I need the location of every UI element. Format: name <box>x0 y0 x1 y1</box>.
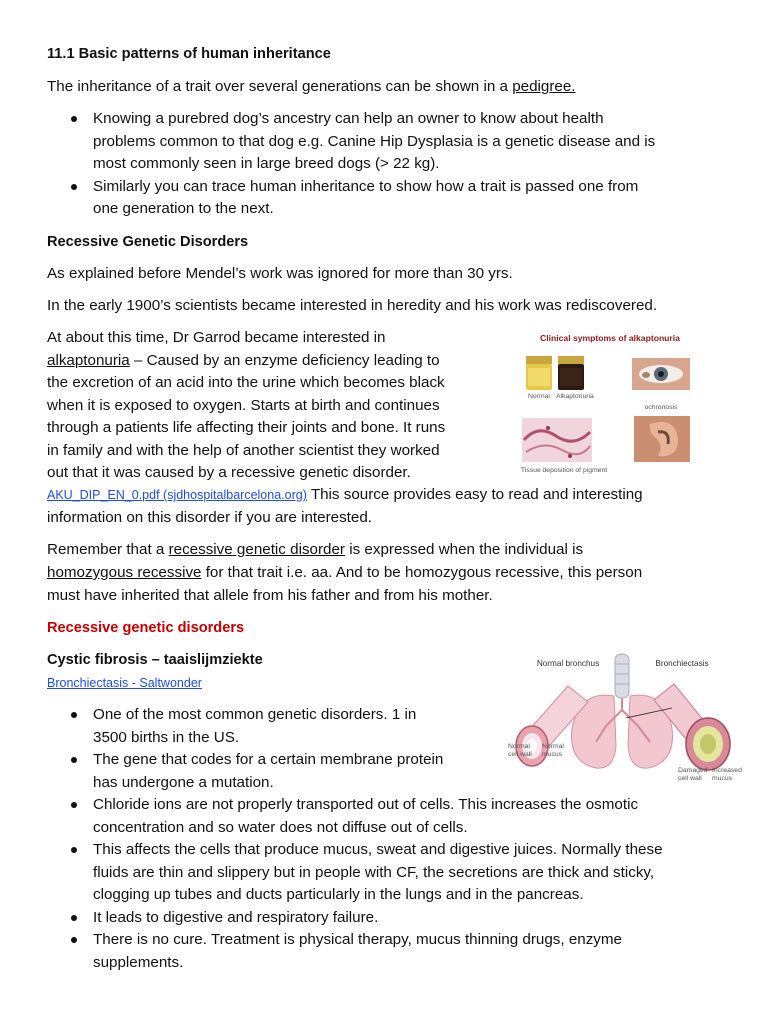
urine-jars-image <box>526 356 584 390</box>
list-line: Chloride ions are not properly transported out of cells. This increases the osmotic <box>93 796 639 813</box>
recessive-heading: Recessive Genetic Disorders <box>47 234 249 250</box>
list-item <box>47 749 663 794</box>
text-line: out that it was caused by a recessive genetic disorder. <box>47 464 411 481</box>
label-normal-mucus-2: mucus <box>542 751 563 758</box>
text-line: through a patients life affecting their joints and bone. It runs <box>47 419 446 436</box>
text-line: when it is exposed to oxygen. Starts at birth and continues <box>47 396 440 414</box>
label-normal-cell-wall-1: Normal <box>508 743 530 750</box>
list-line: The gene that codes for a certain membrane protein <box>93 751 444 768</box>
list-line: supplements. <box>93 953 184 971</box>
ear-image <box>634 416 690 462</box>
list-line: one generation to the next. <box>93 200 274 217</box>
text-line: At about this time, Dr Garrod became interested in <box>47 329 386 346</box>
list-item <box>47 794 663 839</box>
intro-paragraph <box>47 76 576 99</box>
label-bronchiectasis: Bronchiectasis <box>655 659 709 668</box>
list-line: fluids are thin and slippery but in people with CF, the secretions are thick and sticky, <box>93 863 655 881</box>
list-line: concentration and so water does not diffuse out of cells. <box>93 818 468 836</box>
list-line: clogging up tubes and ducts particularly in the lungs and in the pancreas. <box>93 886 584 903</box>
bullet-list-cystic-fibrosis <box>47 704 663 974</box>
caption-tissue: Tissue deposition of pigment <box>520 467 608 474</box>
pedigree-term: pedigree. <box>512 78 576 95</box>
list-line: This affects the cells that produce mucus, sweat and digestive juices. Normally these <box>93 841 663 858</box>
remember-line-1 <box>47 539 583 562</box>
list-line: Similarly you can trace human inheritance to show how a trait is passed one from <box>93 177 639 195</box>
intro-text: The inheritance of a trait over several generations can be shown in a <box>47 78 513 95</box>
text-span: is expressed when the individual is <box>345 541 584 558</box>
list-line: There is no cure. Treatment is physical therapy, mucus thinning drugs, enzyme <box>93 931 622 948</box>
alkaptonuria-term: alkaptonuria <box>47 351 130 369</box>
list-item <box>47 907 663 930</box>
label-damaged-1: Damaged <box>678 767 708 774</box>
remember-line-2 <box>47 562 642 585</box>
trachea-illustration <box>615 654 629 698</box>
bronchiectasis-link[interactable]: Bronchiectasis - Saltwonder <box>47 676 202 690</box>
caption-alkaptonuria: Alkaptonuria <box>556 393 594 400</box>
text-line: the excretion of an acid into the urine which becomes black <box>47 374 445 391</box>
list-item <box>47 704 663 749</box>
label-normal-mucus-1: Normal <box>542 743 564 750</box>
list-line: One of the most common genetic disorders. 1 in <box>93 706 417 723</box>
alkaptonuria-figure <box>518 328 702 478</box>
label-increased-2: mucus <box>712 775 733 782</box>
label-normal-cell-wall-2: cell wall <box>508 751 532 758</box>
recessive-disorder-term: recessive genetic disorder <box>168 541 345 558</box>
text-span: for that trait i.e. aa. And to be homozygous recessive, this person <box>201 564 643 581</box>
alkaptonuria-paragraph <box>47 327 507 485</box>
remember-line-3: must have inherited that allele from his father and from his mother. <box>47 587 493 604</box>
label-normal-bronchus: Normal bronchus <box>536 659 600 668</box>
section-title: 11.1 Basic patterns of human inheritance <box>47 46 331 62</box>
list-line: problems common to that dog e.g. Canine Hip Dysplasia is a genetic disease and is <box>93 132 656 150</box>
tissue-image <box>522 418 592 462</box>
list-item <box>47 176 655 221</box>
bronchiectasis-link-line <box>47 672 202 695</box>
text-span: – Caused by an enzyme deficiency leading to <box>129 351 440 369</box>
homozygous-recessive-term: homozygous recessive <box>47 564 202 581</box>
label-increased-1: Increased <box>712 767 742 774</box>
figure-title: Clinical symptoms of alkaptonuria <box>540 333 680 343</box>
caption-normal: Normal <box>528 393 550 400</box>
label-damaged-2: cell wall <box>678 775 702 782</box>
list-item <box>47 929 663 974</box>
source-text: This source provides easy to read and interesting <box>306 486 643 503</box>
aku-pdf-link[interactable]: AKU_DIP_EN_0.pdf (sjdhospitalbarcelona.org) <box>47 488 307 502</box>
text-line: in family and with the help of another scientist they worked <box>47 441 440 459</box>
list-item <box>47 839 663 907</box>
eye-image <box>632 358 690 390</box>
source-line-2: information on this disorder if you are interested. <box>47 509 373 526</box>
text-span: Remember that a <box>47 541 169 558</box>
list-line: most commonly seen in large breed dogs (> 22 kg). <box>93 155 440 172</box>
bullet-list-dogs <box>47 108 655 221</box>
source-line <box>47 484 643 507</box>
list-line: has undergone a mutation. <box>93 773 274 791</box>
list-line: 3500 births in the US. <box>93 728 240 746</box>
cystic-fibrosis-heading: Cystic fibrosis – taaislijmziekte <box>47 652 263 668</box>
list-line: Knowing a purebred dog’s ancestry can help an owner to know about health <box>93 110 604 127</box>
text-line <box>47 350 507 373</box>
caption-ochronosis: ochronosis <box>644 404 678 411</box>
list-item <box>47 108 655 176</box>
paragraph-1900: In the early 1900’s scientists became interested in heredity and his work was rediscovered. <box>47 297 658 314</box>
recessive-disorders-red-heading: Recessive genetic disorders <box>47 620 245 636</box>
list-line: It leads to digestive and respiratory failure. <box>93 908 379 926</box>
paragraph-mendel: As explained before Mendel’s work was ignored for more than 30 yrs. <box>47 265 513 282</box>
